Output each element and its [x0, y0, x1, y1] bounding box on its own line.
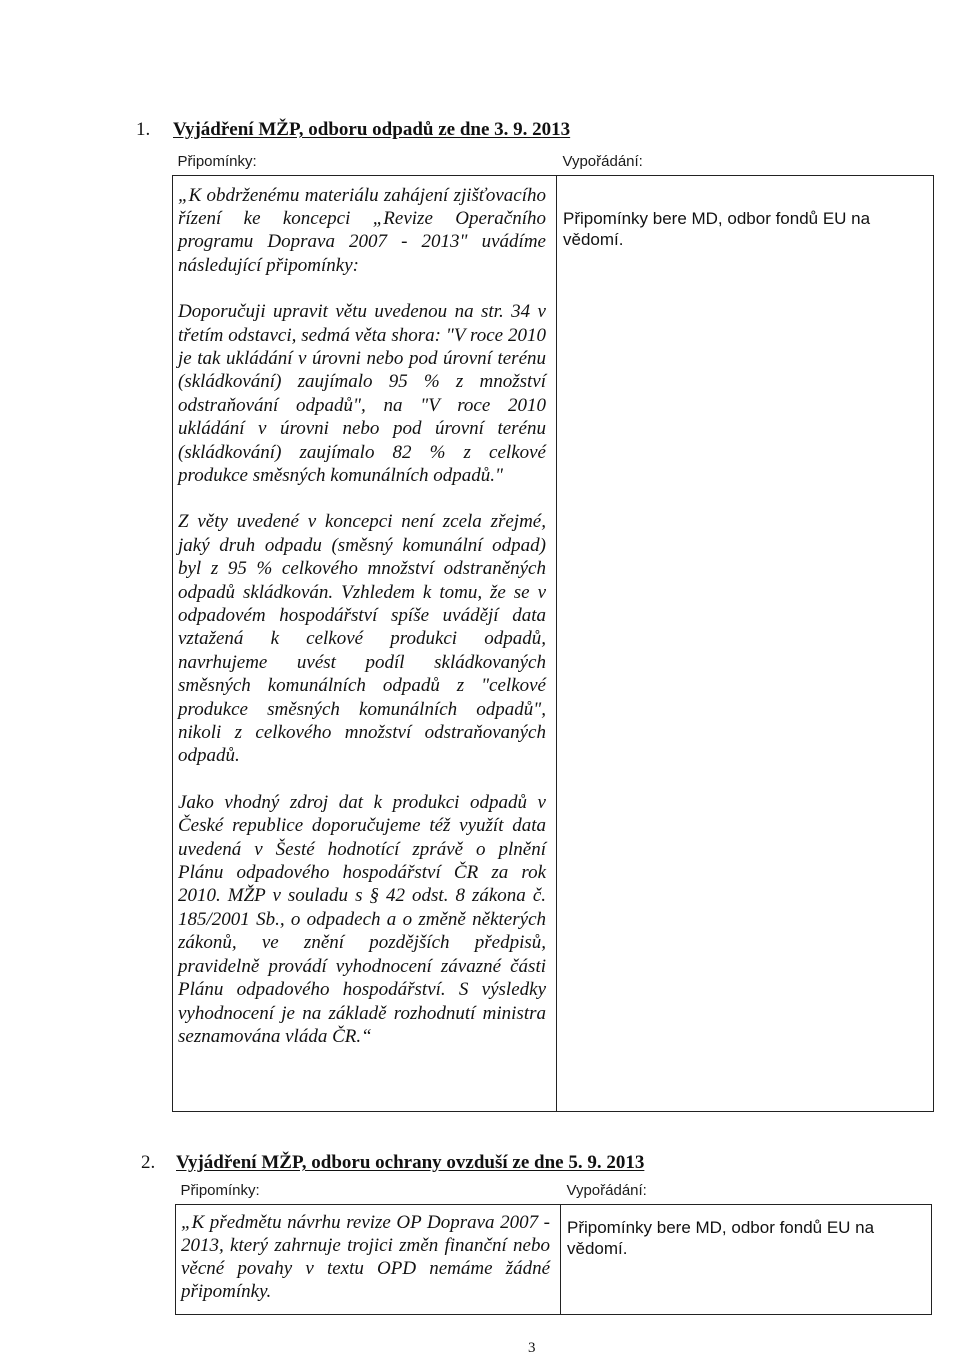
section-1-header-row	[173, 148, 934, 175]
comments-header: Připomínky:	[176, 1177, 561, 1204]
response-cell	[557, 175, 934, 1111]
section-2-body-row	[176, 1204, 932, 1314]
section-2-heading	[141, 1152, 741, 1176]
section-1-body-row	[173, 175, 934, 1111]
comment-paragraph: Doporučuji upravit větu uvedenou na str. 34 v třetím odstavci, sedmá věta shora: "V roce 2010 je tak ukládání v úrovni nebo pod úrovní terénu (skládkování) zaujímalo 95 % z množství odstraňování odpadů", na "V roce 2010 ukládání v úrovni nebo pod úrovní terénu (skládkování) zaujímalo 82 % z celkové produkce směsných komunálních odpadů."	[178, 301, 546, 486]
section-2-table	[175, 1177, 932, 1315]
comments-cell	[173, 175, 557, 1111]
section-1-table	[172, 148, 934, 1112]
response-text: Připomínky bere MD, odbor fondů EU na vědomí.	[567, 1217, 875, 1258]
comment-paragraph: Z věty uvedené v koncepci není zcela zřejmé, jaký druh odpadu (směsný komunální odpad) byl z 95 % celkového množství odstraněných odpadů skládkován. Vzhledem k tomu, že se v odpadovém hospodářství spíše uvádějí data vztažená k celkové produkci odpadů, navrhujeme uvést podíl skládkovaných směsných komunálních odpadů z "celkové produkce směsných komunálních odpadů", nikoli z celkového množství odstraňovaných odpadů.	[178, 511, 546, 767]
page-number: 3	[528, 1340, 536, 1356]
response-header: Vypořádání:	[557, 148, 934, 175]
section-1-number: 1.	[136, 119, 151, 140]
response-cell	[561, 1204, 932, 1314]
section-2-header-row	[176, 1177, 932, 1204]
comments-header: Připomínky:	[173, 148, 557, 175]
response-text: Připomínky bere MD, odbor fondů EU na vědomí.	[563, 208, 871, 249]
section-2-title: Vyjádření MŽP, odboru ochrany ovzduší ze dne 5. 9. 2013	[176, 1152, 645, 1173]
response-header: Vypořádání:	[561, 1177, 932, 1204]
section-2-number: 2.	[141, 1152, 156, 1173]
comment-paragraph: „K obdrženému materiálu zahájení zjišťovacího řízení ke koncepci „Revize Operačního programu Doprava 2007 - 2013" uvádíme následující připomínky:	[178, 184, 546, 276]
section-1-title: Vyjádření MŽP, odboru odpadů ze dne 3. 9. 2013	[173, 119, 571, 140]
section-1-heading	[136, 119, 736, 143]
comment-paragraph: Jako vhodný zdroj dat k produkci odpadů v České republice doporučujeme též využít data uvedená v Šesté hodnotící zprávě o plnění Plánu odpadového hospodářství ČR za rok 2010. MŽP v souladu s § 42 odst. 8 zákona č. 185/2001 Sb., o odpadech a o změně některých zákonů, ve znění pozdějších předpisů, pravidelně provádí vyhodnocení závazné části Plánu odpadového hospodářství. S výsledky vyhodnocení je na základě rozhodnutí ministra seznamována vláda ČR.“	[178, 791, 546, 1047]
comment-paragraph: „K předmětu návrhu revize OP Doprava 2007 - 2013, který zahrnuje trojici změn finanční nebo věcné povahy v textu OPD nemáme žádné připomínky.	[181, 1211, 550, 1302]
comments-cell	[176, 1204, 561, 1314]
